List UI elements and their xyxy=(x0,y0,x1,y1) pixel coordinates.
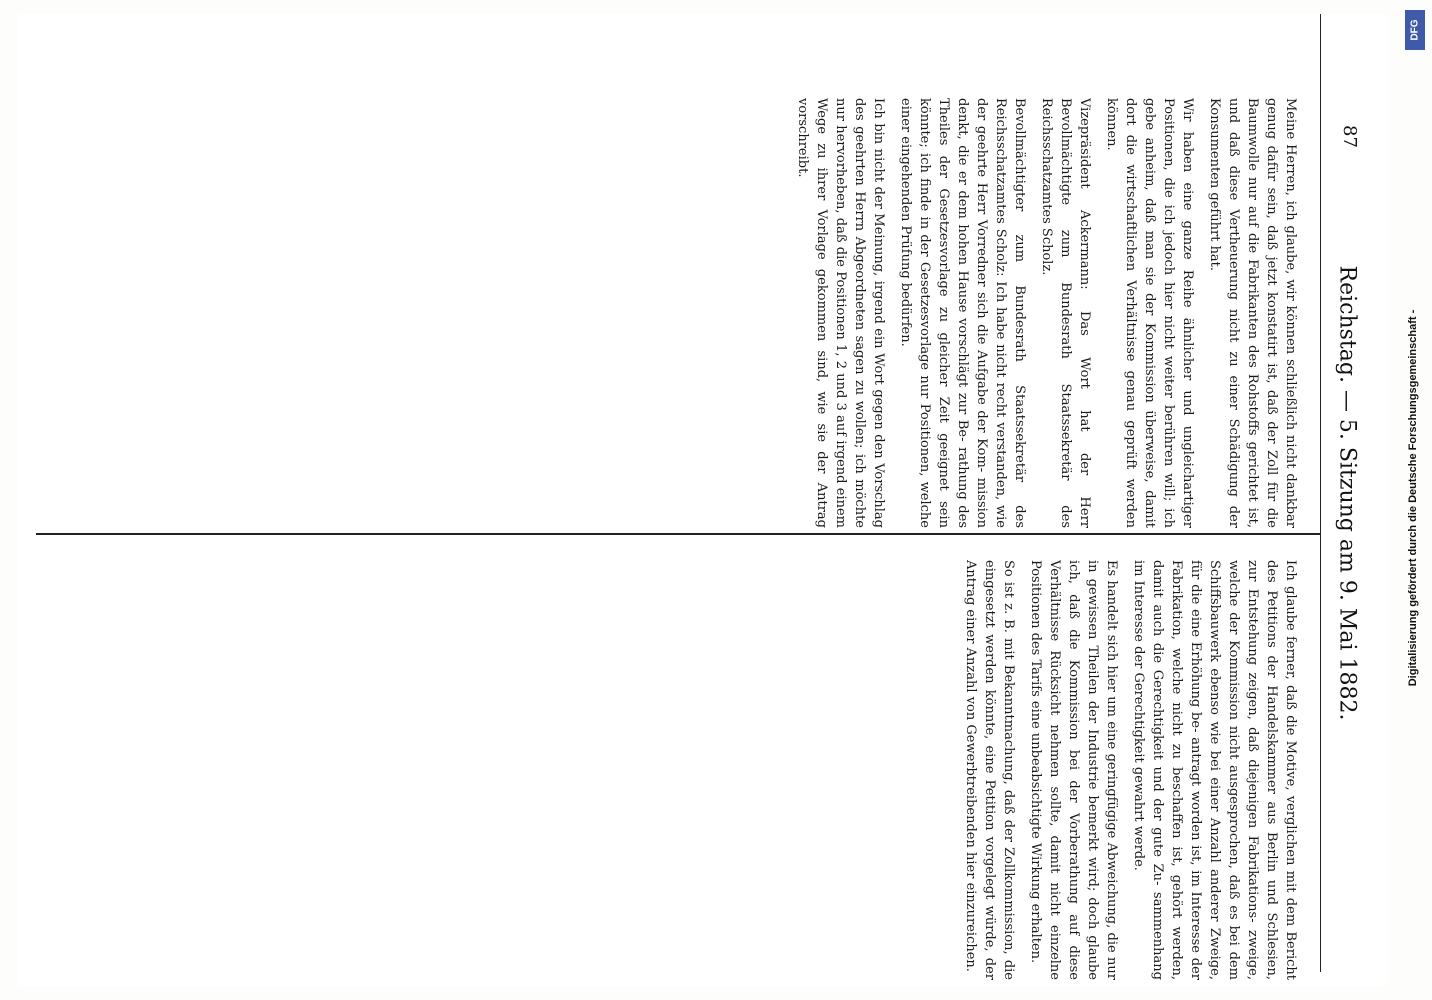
running-header xyxy=(1320,14,1373,972)
paragraph: Vizepräsident Ackermann: Das Wort hat der Herr Bevollmächtigte zum Bundesrath Staatssekretär des Reichsschatzamtes Scholz. xyxy=(1039,98,1092,528)
paragraph: Meine Herren, ich glaube, wir können schließlich nicht dankbar genug dafür sein, daß jetzt konstatirt ist, daß der Zoll für die Baumwolle nur auf die Fabrikanten des Rohstoffs gerichtet ist, und daß diese Vertheuerung nicht zu einer Schädigung der Konsumenten geführt hat. xyxy=(1207,98,1298,528)
digitization-credit xyxy=(1398,10,1428,986)
dfg-logo xyxy=(1405,10,1425,50)
dfg-logo-text: DFG xyxy=(1409,19,1421,41)
paragraph: Wir haben eine ganze Reihe ähnlicher und ungleichartiger Positionen, die ich jedoch hier nicht weiter berühren will; ich gebe anheim, daß man sie der Kommission überweise, damit dort die wirtschaftlichen Verhältnisse genau geprüft werden können. xyxy=(1104,98,1195,528)
left-column xyxy=(52,560,1300,980)
page-number: 87 xyxy=(1338,125,1360,148)
right-column-rotated xyxy=(52,98,1300,528)
running-title: Reichstag. — 5. Sitzung am 9. Mai 1882. xyxy=(1334,265,1360,721)
paragraph: Ich bin nicht der Meinung, irgend ein Wort gegen den Vorschlag des geehrten Herrn Abgeordneten sagen zu wollen; ich möchte nur hervorheben, daß die Positionen 1, 2 und 3 auf irgend einem Wege zu ihrer Vorlage gekommen sind, wie sie der Antrag vorschreibt. xyxy=(795,98,886,528)
paragraph: Es handelt sich hier um eine geringfügige Abweichung, die nur in gewissen Theilen der Industrie bemerkt wird; doch glaube ich, daß die Kommission bei der Vorberathung auf diese Verhältnisse Rücksicht nehmen sollte, damit nicht einzelne Positionen des Tarifs eine unbeabsichtigte Wirkung erhalten. xyxy=(1028,560,1119,980)
credit-text: Digitalisierung gefördert durch die Deutsche Forschungsgemeinschaft - xyxy=(1407,309,1419,687)
right-column xyxy=(52,98,1300,528)
paragraph: So ist z. B. mit Bekanntmachung, daß der Zollkommission, die eingesetzt werden könnte, eine Petition vorgelegt würde, der Antrag einer Anzahl von Gewerbtreibenden hier einzureichen. xyxy=(963,560,1016,980)
paragraph: Ich glaube ferner, daß die Motive, verglichen mit dem Bericht des Petitions der Handelskammer aus Berlin und Schlesien, zur Entstehung zeigen, daß diejenigen Fabrikations- zweige, welche der Kommission nicht ausgesprochen, daß es bei dem Schiffsbauwerk ebenso wie bei einer Anzahl anderer Zweige, für die eine Erhöhung be- antragt worden ist, im Interesse der Fabrikation, welche nicht zu beschaffen ist, gehört werden, damit auch die Gerechtigkeit und der gute Zu- sammenhang im Interesse der Gerechtigkeit gewahrt werde. xyxy=(1131,560,1298,980)
column-divider xyxy=(36,533,1320,535)
left-column-rotated xyxy=(52,560,1300,980)
paragraph: Bevollmächtigter zum Bundesrath Staatssekretär des Reichsschatzamtes Scholz: Ich habe nicht recht verstanden, wie der geehrte Herr Vorredner sich die Aufgabe der Kom- mission denkt, die er dem hohen Hause vorschlägt zur Be- rathung des Theiles der Gesetzesvorlage zu gleicher Zeit geeignet sein könnte; ich finde in der Gesetzesvorlage nur Positionen, welche einer eingehenden Prüfung bedürfen. xyxy=(898,98,1027,528)
